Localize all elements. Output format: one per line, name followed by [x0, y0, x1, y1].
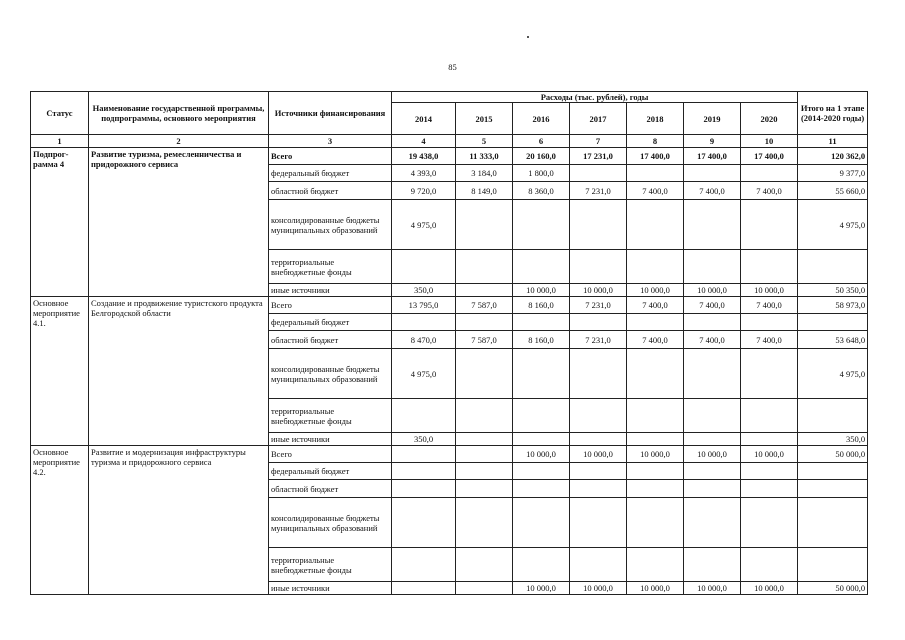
value-cell: [627, 498, 684, 548]
column-number: 3: [269, 135, 392, 148]
column-number: 10: [741, 135, 798, 148]
column-number: 6: [513, 135, 570, 148]
value-cell: [570, 463, 627, 480]
value-cell: [513, 399, 570, 433]
value-cell: [741, 399, 798, 433]
source-cell: федеральный бюджет: [269, 314, 392, 331]
source-cell: консолидированные бюджеты муниципальных образований: [269, 349, 392, 399]
value-cell: [456, 314, 513, 331]
value-cell: [513, 498, 570, 548]
value-cell: [570, 433, 627, 446]
value-cell: [627, 480, 684, 498]
value-cell: [456, 582, 513, 595]
value-cell: 7 231,0: [570, 182, 627, 200]
value-cell: 4 975,0: [392, 200, 456, 250]
value-cell: [570, 314, 627, 331]
value-cell: [684, 498, 741, 548]
value-cell: [741, 433, 798, 446]
value-cell: 17 400,0: [684, 148, 741, 165]
value-cell: [684, 463, 741, 480]
value-cell: [741, 480, 798, 498]
value-cell: [456, 250, 513, 284]
data-row: [31, 297, 868, 314]
value-cell: [684, 433, 741, 446]
name-cell: Развитие и модернизация инфраструктуры туризма и придорожного сервиса: [89, 446, 269, 595]
header-total: Итого на 1 этапе (2014-2020 годы): [798, 92, 868, 135]
total-cell: 58 973,0: [798, 297, 868, 314]
header-year: 2015: [456, 103, 513, 135]
value-cell: 4 975,0: [392, 349, 456, 399]
value-cell: 7 400,0: [627, 297, 684, 314]
value-cell: [684, 250, 741, 284]
header-year: 2018: [627, 103, 684, 135]
table-body: [31, 92, 868, 595]
value-cell: 9 720,0: [392, 182, 456, 200]
total-cell: 55 660,0: [798, 182, 868, 200]
source-cell: областной бюджет: [269, 480, 392, 498]
value-cell: [570, 165, 627, 182]
source-cell: областной бюджет: [269, 182, 392, 200]
value-cell: 17 400,0: [627, 148, 684, 165]
column-number: 9: [684, 135, 741, 148]
column-number: 1: [31, 135, 89, 148]
value-cell: [513, 548, 570, 582]
source-cell: территориальные внебюджетные фонды: [269, 548, 392, 582]
value-cell: 8 160,0: [513, 297, 570, 314]
header-sources: Источники финансирования: [269, 92, 392, 135]
value-cell: 7 400,0: [741, 297, 798, 314]
value-cell: 10 000,0: [684, 582, 741, 595]
value-cell: [456, 349, 513, 399]
value-cell: [684, 200, 741, 250]
value-cell: 10 000,0: [741, 284, 798, 297]
value-cell: 10 000,0: [570, 284, 627, 297]
column-number: 4: [392, 135, 456, 148]
value-cell: [627, 165, 684, 182]
value-cell: [392, 446, 456, 463]
value-cell: 10 000,0: [684, 284, 741, 297]
value-cell: 4 393,0: [392, 165, 456, 182]
value-cell: [570, 250, 627, 284]
total-cell: 53 648,0: [798, 331, 868, 349]
value-cell: 8 160,0: [513, 331, 570, 349]
value-cell: 11 333,0: [456, 148, 513, 165]
value-cell: [513, 463, 570, 480]
value-cell: [741, 463, 798, 480]
value-cell: [392, 399, 456, 433]
value-cell: [392, 548, 456, 582]
value-cell: 10 000,0: [513, 582, 570, 595]
total-cell: [798, 399, 868, 433]
source-cell: консолидированные бюджеты муниципальных образований: [269, 200, 392, 250]
status-cell: Подпрог-рамма 4: [31, 148, 89, 297]
header-year: 2014: [392, 103, 456, 135]
value-cell: [627, 399, 684, 433]
column-number-row: [31, 135, 868, 148]
value-cell: [684, 548, 741, 582]
page-number: 85: [448, 62, 457, 72]
value-cell: [456, 446, 513, 463]
value-cell: [513, 250, 570, 284]
source-cell: иные источники: [269, 582, 392, 595]
value-cell: 7 400,0: [741, 331, 798, 349]
value-cell: [392, 314, 456, 331]
source-cell: Всего: [269, 148, 392, 165]
value-cell: 7 400,0: [627, 182, 684, 200]
status-cell: Основное мероприятие 4.2.: [31, 446, 89, 595]
total-cell: 120 362,0: [798, 148, 868, 165]
data-row: [31, 446, 868, 463]
column-number: 7: [570, 135, 627, 148]
total-cell: 350,0: [798, 433, 868, 446]
value-cell: 17 231,0: [570, 148, 627, 165]
value-cell: 8 470,0: [392, 331, 456, 349]
value-cell: 8 360,0: [513, 182, 570, 200]
value-cell: 10 000,0: [627, 446, 684, 463]
total-cell: 9 377,0: [798, 165, 868, 182]
value-cell: [741, 548, 798, 582]
value-cell: [570, 399, 627, 433]
value-cell: [741, 314, 798, 331]
value-cell: 10 000,0: [570, 446, 627, 463]
value-cell: [627, 314, 684, 331]
value-cell: [513, 433, 570, 446]
source-cell: консолидированные бюджеты муниципальных образований: [269, 498, 392, 548]
value-cell: 20 160,0: [513, 148, 570, 165]
value-cell: 10 000,0: [684, 446, 741, 463]
value-cell: 10 000,0: [627, 284, 684, 297]
value-cell: [570, 498, 627, 548]
value-cell: 7 587,0: [456, 297, 513, 314]
value-cell: 10 000,0: [627, 582, 684, 595]
value-cell: 7 400,0: [741, 182, 798, 200]
total-cell: [798, 548, 868, 582]
header-expenses: Расходы (тыс. рублей), годы: [392, 92, 798, 103]
value-cell: 10 000,0: [741, 446, 798, 463]
value-cell: [513, 200, 570, 250]
value-cell: [741, 200, 798, 250]
value-cell: [570, 548, 627, 582]
value-cell: 7 231,0: [570, 297, 627, 314]
data-row: [31, 148, 868, 165]
value-cell: [570, 480, 627, 498]
value-cell: [456, 480, 513, 498]
source-cell: иные источники: [269, 284, 392, 297]
value-cell: [392, 498, 456, 548]
value-cell: 1 800,0: [513, 165, 570, 182]
value-cell: [392, 480, 456, 498]
value-cell: 13 795,0: [392, 297, 456, 314]
value-cell: [684, 165, 741, 182]
value-cell: [513, 314, 570, 331]
value-cell: 7 587,0: [456, 331, 513, 349]
column-number: 5: [456, 135, 513, 148]
total-cell: [798, 314, 868, 331]
total-cell: 50 350,0: [798, 284, 868, 297]
source-cell: областной бюджет: [269, 331, 392, 349]
header-year: 2019: [684, 103, 741, 135]
value-cell: 7 400,0: [627, 331, 684, 349]
value-cell: [627, 250, 684, 284]
value-cell: [392, 463, 456, 480]
value-cell: [627, 433, 684, 446]
scan-speck: [527, 36, 529, 38]
value-cell: [741, 250, 798, 284]
value-cell: 19 438,0: [392, 148, 456, 165]
value-cell: 10 000,0: [513, 284, 570, 297]
value-cell: [392, 582, 456, 595]
value-cell: [456, 284, 513, 297]
source-cell: иные источники: [269, 433, 392, 446]
value-cell: [570, 200, 627, 250]
value-cell: 7 400,0: [684, 331, 741, 349]
value-cell: 7 400,0: [684, 182, 741, 200]
value-cell: 17 400,0: [741, 148, 798, 165]
value-cell: [741, 165, 798, 182]
total-cell: [798, 498, 868, 548]
status-cell: Основное мероприятие 4.1.: [31, 297, 89, 446]
total-cell: 4 975,0: [798, 200, 868, 250]
value-cell: 8 149,0: [456, 182, 513, 200]
value-cell: [684, 399, 741, 433]
total-cell: 50 000,0: [798, 582, 868, 595]
total-cell: [798, 250, 868, 284]
column-number: 2: [89, 135, 269, 148]
value-cell: [627, 548, 684, 582]
value-cell: [627, 463, 684, 480]
source-cell: Всего: [269, 446, 392, 463]
value-cell: [570, 349, 627, 399]
value-cell: [456, 498, 513, 548]
value-cell: [513, 480, 570, 498]
name-cell: Создание и продвижение туристского продукта Белгородской области: [89, 297, 269, 446]
value-cell: 3 184,0: [456, 165, 513, 182]
total-cell: 50 000,0: [798, 446, 868, 463]
value-cell: [684, 314, 741, 331]
source-cell: территориальные внебюджетные фонды: [269, 399, 392, 433]
value-cell: [456, 200, 513, 250]
value-cell: 350,0: [392, 284, 456, 297]
value-cell: 350,0: [392, 433, 456, 446]
value-cell: [627, 349, 684, 399]
value-cell: 7 231,0: [570, 331, 627, 349]
value-cell: [456, 433, 513, 446]
source-cell: Всего: [269, 297, 392, 314]
value-cell: 10 000,0: [741, 582, 798, 595]
header-year: 2016: [513, 103, 570, 135]
budget-table: [30, 91, 868, 595]
value-cell: 10 000,0: [513, 446, 570, 463]
total-cell: [798, 480, 868, 498]
value-cell: [627, 200, 684, 250]
value-cell: [392, 250, 456, 284]
value-cell: 7 400,0: [684, 297, 741, 314]
value-cell: [741, 349, 798, 399]
value-cell: [513, 349, 570, 399]
value-cell: [456, 463, 513, 480]
total-cell: [798, 463, 868, 480]
source-cell: федеральный бюджет: [269, 165, 392, 182]
value-cell: 10 000,0: [570, 582, 627, 595]
value-cell: [684, 349, 741, 399]
header-year: 2020: [741, 103, 798, 135]
header-status: Статус: [31, 92, 89, 135]
header-name: Наименование государственной программы, подпрограммы, основного мероприятия: [89, 92, 269, 135]
column-number: 11: [798, 135, 868, 148]
value-cell: [456, 399, 513, 433]
source-cell: федеральный бюджет: [269, 463, 392, 480]
header-row: [31, 92, 868, 103]
value-cell: [741, 498, 798, 548]
value-cell: [456, 548, 513, 582]
name-cell: Развитие туризма, ремесленничества и придорожного сервиса: [89, 148, 269, 297]
value-cell: [684, 480, 741, 498]
column-number: 8: [627, 135, 684, 148]
source-cell: территориальные внебюджетные фонды: [269, 250, 392, 284]
total-cell: 4 975,0: [798, 349, 868, 399]
header-year: 2017: [570, 103, 627, 135]
